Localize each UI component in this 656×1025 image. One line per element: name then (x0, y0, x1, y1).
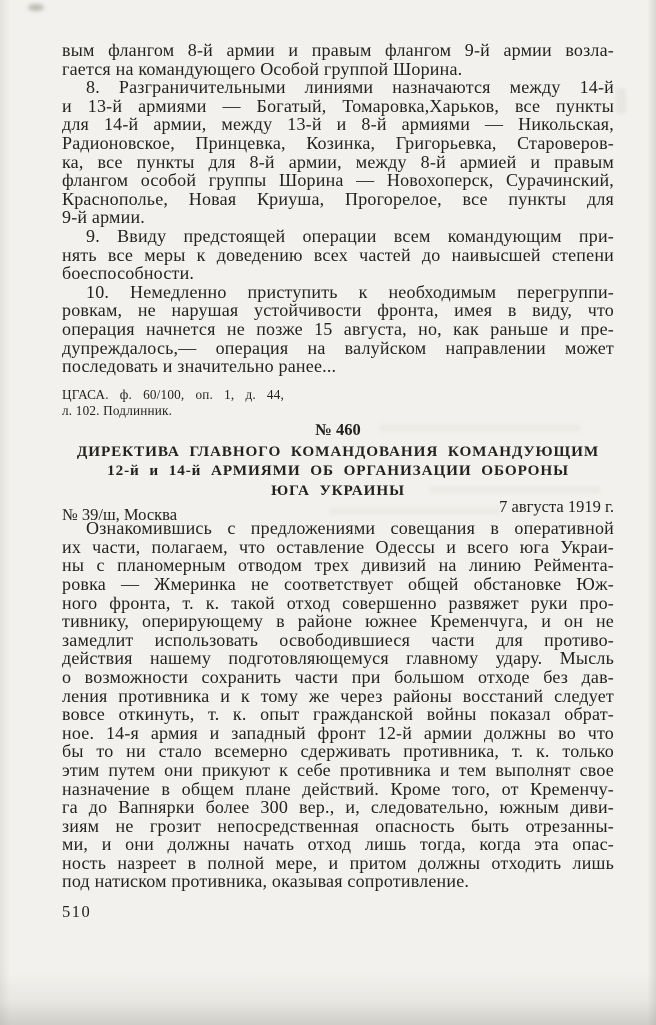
text-line: ЦГАСА. ф. 60/100, оп. 1, д. 44, (62, 386, 284, 402)
page-number: 510 (62, 902, 92, 921)
text-line: под натиском противника, оказывая сопротивление. (62, 871, 470, 892)
text-line: ка, все пункты для 8-й армии, между 8-й армией и правым (62, 151, 614, 172)
text-line: ного фронта, т. к. такой отход совершенно развяжет руки про- (62, 592, 614, 613)
text-line: ровка — Жмеринка не соответствует общей обстановке Юж- (62, 573, 614, 594)
text-line: 9. Ввиду предстоящей операции всем командующим при- (86, 225, 614, 246)
text-line: Ознакомившись с предложениями совещания в оперативной (86, 518, 614, 539)
paragraph (62, 41, 614, 78)
page-edge-shade-left (0, 0, 10, 1025)
text-line: 8. Разграничительными линиями назначаются между 14-й (86, 77, 614, 98)
text-line: о возможности сохранить части при большом отходе без дав- (62, 666, 614, 687)
text-line: ми, и они должны начать отход лишь тогда, когда эта опас- (62, 834, 614, 855)
document-body-text (62, 519, 614, 891)
text-line: замедлит использовать освободившиеся части для противо- (62, 629, 614, 650)
paragraph (62, 519, 614, 891)
paragraph (62, 283, 614, 376)
scan-smudge-artifact (28, 4, 44, 11)
text-line: ления противника и к тому же через районы восстаний следует (62, 685, 614, 706)
page-text-block (62, 0, 614, 891)
text-line: действия нашему подготовляющемуся главному удару. Мысль (62, 648, 614, 669)
text-line: 12-й и 14-й АРМИЯМИ ОБ ОРГАНИЗАЦИИ ОБОРОНЫ (107, 462, 569, 480)
text-line: этим путем они прикуют к себе противника и тем выполнят свое (62, 759, 614, 780)
archive-reference (62, 387, 284, 419)
text-line: ЮГА УКРАИНЫ (271, 481, 405, 499)
text-line: их части, полагаем, что оставление Одессы и всего юга Украи- (62, 536, 614, 557)
text-line: и 13-й армиями — Богатый, Томаровка,Харьков, все пункты (62, 95, 614, 116)
text-line: га до Вапнярки более 300 вер., и, следовательно, южным диви- (62, 797, 614, 818)
text-line: 9-й армии. (62, 207, 145, 228)
text-line: тивнику, оперирующему в районе южнее Кременчуга, и он не (62, 611, 614, 632)
text-line: операция начнется не позже 15 августа, но, как раньше и пре- (62, 318, 614, 339)
dateline-row (62, 497, 614, 525)
text-line: флангом особой группы Шорина — Новохоперск, Сурачинский, (62, 170, 614, 191)
text-line: вым флангом 8-й армии и правым флангом 9-й армии возла- (62, 40, 614, 60)
text-line: вовсе откинуть, т. к. опыт гражданской войны показал обрат- (62, 704, 614, 725)
document-title (62, 442, 614, 501)
text-line: для 14-й армии, между 13-й и 8-й армиями — Никольская, (62, 114, 614, 135)
text-line: последовать и значительно ранее... (62, 356, 337, 377)
text-line: Краснополье, Новая Криуша, Прогорелое, все пункты для (62, 188, 614, 209)
document-reference-and-place: № 39/ш, Москва (62, 505, 178, 525)
text-line: боеспособности. (62, 263, 195, 284)
paragraph (62, 78, 614, 227)
text-line: зиям не грозит непосредственная опасность быть отрезанны- (62, 815, 614, 836)
document-number: № 460 (315, 419, 361, 439)
page-edge-shade-right (647, 0, 656, 1025)
previous-directive-continuation-text (62, 41, 614, 376)
text-line: ДИРЕКТИВА ГЛАВНОГО КОМАНДОВАНИЯ КОМАНДУЮЩИМ (76, 442, 600, 460)
text-line: гается на командующего Особой группой Шорина. (62, 58, 463, 79)
text-line: ны с планомерным отводом трех дивизий на линию Реймента- (62, 555, 614, 576)
text-line: дупреждалось,— операция на валуйском направлении может (62, 337, 614, 358)
document-date: 7 августа 1919 г. (499, 497, 614, 517)
text-line: Радионовское, Принцевка, Козинка, Григорьевка, Староверов- (62, 132, 614, 153)
text-line: бы то ни стало всемерно сдерживать противника, т. к. только (62, 741, 614, 762)
text-line: нять все меры к доведению всех частей до наивысшей степени (62, 244, 614, 265)
ink-bleedthrough-artifact (616, 88, 626, 114)
text-line: ровкам, не нарушая устойчивости фронта, имея в виду, что (62, 300, 614, 321)
text-line: назначение в общем плане действий. Кроме того, от Кременчу- (62, 778, 614, 799)
text-line: л. 102. Подлинник. (62, 402, 173, 418)
text-line: 10. Немедленно приступить к необходимым перегруппи- (86, 281, 614, 302)
text-line: ность назреет в полной мере, и притом должны отходить лишь (62, 852, 614, 873)
page-edge-shade-bottom (0, 973, 656, 1025)
paragraph (62, 227, 614, 283)
text-line: ное. 14-я армия и западный фронт 12-й армии должны во что (62, 722, 614, 743)
